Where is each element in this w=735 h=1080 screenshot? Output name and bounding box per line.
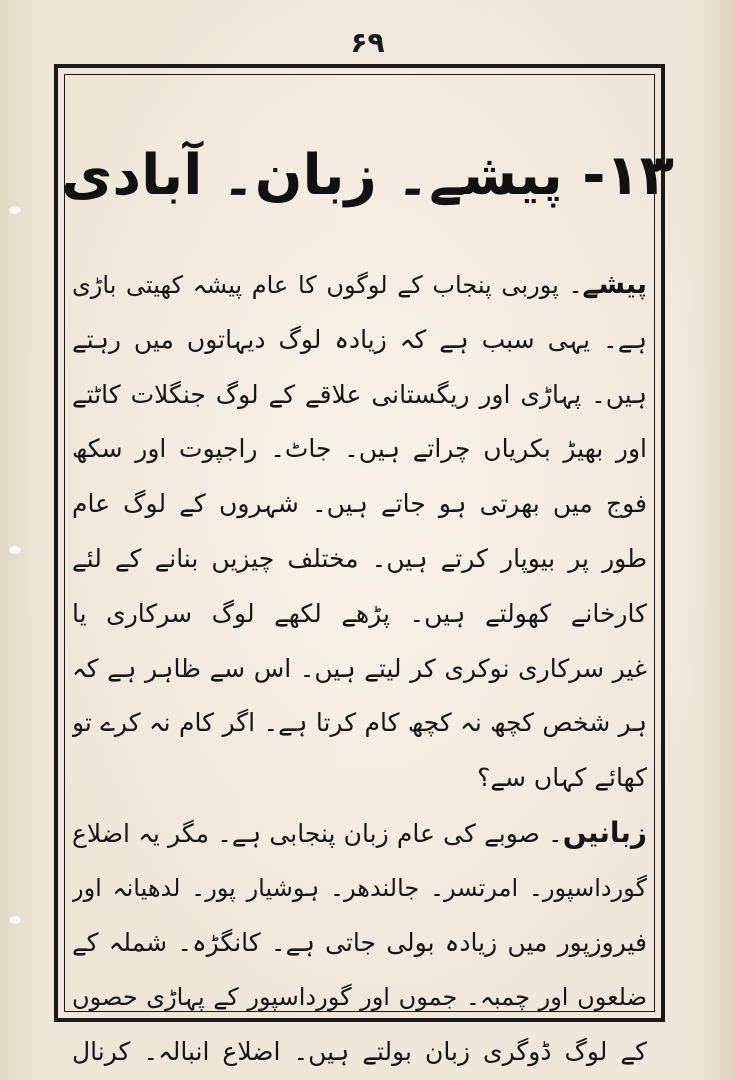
text-line xyxy=(72,258,647,313)
binding-hole xyxy=(8,915,22,925)
line-text: گورداسپور۔ امرتسر۔ جالندھر۔ ہوشیار پور۔ لدھیانہ اور xyxy=(72,873,647,902)
text-line xyxy=(72,1025,647,1080)
binding-hole xyxy=(8,205,22,215)
text-line xyxy=(72,751,647,806)
line-text: ۔ پوربی پنجاب کے لوگوں کا عام پیشہ کھیتی باڑی xyxy=(72,271,583,299)
text-line xyxy=(72,970,647,1025)
text-line xyxy=(72,368,647,423)
page-number: ۶۹ xyxy=(350,26,385,59)
text-line xyxy=(72,422,647,477)
text-line xyxy=(72,313,647,368)
line-text: ضلعوں اور چمبہ۔ جموں اور گورداسپور کے پہاڑی حصوں xyxy=(72,983,647,1012)
paragraph-lead-word: پیشے xyxy=(582,269,647,300)
binding-hole xyxy=(8,545,22,555)
text-line xyxy=(72,861,647,916)
chapter-title: ۱۳- پیشے۔ زبان۔ آبادی xyxy=(61,142,674,208)
paragraph-lead-word: زبانیں xyxy=(562,815,647,849)
text-line xyxy=(72,532,647,587)
line-text: ہیں۔ پہاڑی اور ریگستانی علاقے کے لوگ جنگلات کاٹتے xyxy=(72,379,647,409)
body-text xyxy=(72,258,647,1080)
text-line xyxy=(72,916,647,971)
line-text: کھائے کہاں سے؟ xyxy=(477,763,647,793)
text-line xyxy=(72,587,647,642)
text-line xyxy=(72,806,647,861)
line-text: کے لوگ ڈوگری زبان بولتے ہیں۔ اضلاع انبالہ۔ کرنال xyxy=(72,1037,647,1067)
line-text: فوج میں بھرتی ہو جاتے ہیں۔ شہروں کے لوگ عام xyxy=(72,489,647,519)
text-line xyxy=(72,696,647,751)
line-text: فیروزپور میں زیادہ بولی جاتی ہے۔ کانگڑہ۔ شملہ کے xyxy=(72,927,647,957)
line-text: ہے۔ یہی سبب ہے کہ زیادہ لوگ دیہاتوں میں رہتے xyxy=(72,324,647,354)
line-text: غیر سرکاری نوکری کر لیتے ہیں۔ اس سے ظاہر ہے کہ xyxy=(72,653,647,683)
text-line xyxy=(72,642,647,697)
line-text: طور پر بیوپار کرتے ہیں۔ مختلف چیزیں بنانے کے لئے xyxy=(72,543,647,573)
line-text: ہر شخص کچھ نہ کچھ کام کرتا ہے۔ اگر کام نہ کرے تو xyxy=(72,708,647,738)
line-text: اور بھیڑ بکریاں چراتے ہیں۔ جاٹ۔ راجپوت اور سکھ xyxy=(72,434,647,464)
line-text: کارخانے کھولتے ہیں۔ پڑھے لکھے لوگ سرکاری یا xyxy=(72,598,647,628)
line-text: ۔ صوبے کی عام زبان پنجابی ہے۔ مگر یہ اضلاع xyxy=(72,818,563,848)
text-line xyxy=(72,477,647,532)
